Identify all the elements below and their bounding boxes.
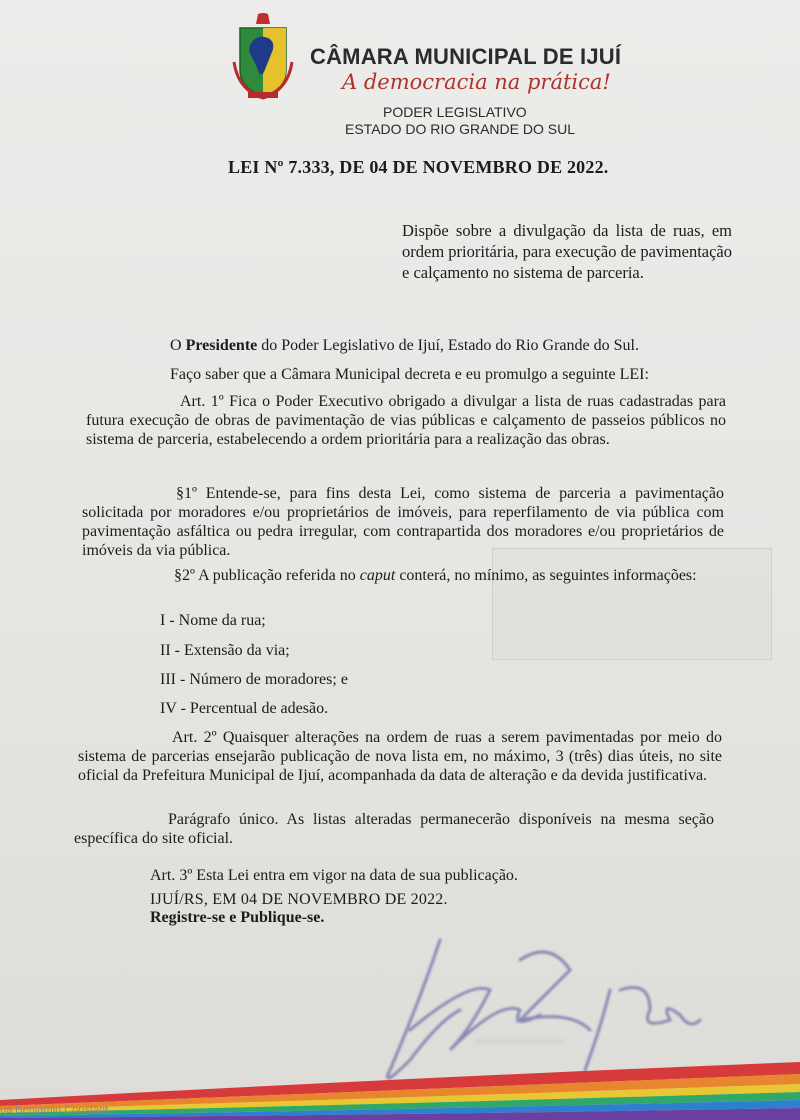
footer-address: ua Benjamin Constant (0, 1104, 109, 1116)
org-state: ESTADO DO RIO GRANDE DO SUL (345, 121, 575, 137)
paragrafo-unico: Parágrafo único. As listas alteradas permanecerão disponíveis na mesma seção específica do site oficial. (74, 811, 714, 847)
org-name: CÂMARA MUNICIPAL DE IJUÍ (310, 44, 622, 69)
org-slogan: A democracia na prática! (342, 70, 611, 94)
faco-saber: Faço saber que a Câmara Municipal decreta e eu promulgo a seguinte LEI: (170, 366, 649, 383)
paragraph-1: §1º Entende-se, para fins desta Lei, como sistema de parceria a pavimentação solicitada por moradores e/ou proprietários de imóveis, para reperfilamento de via pública com pavimentação asfáltica ou pedra irregular, com contrapartida dos moradores e/ou proprietários de imóveis da via pública. (82, 485, 724, 559)
list-item: II - Extensão da via; (160, 642, 290, 659)
bleed-through-stamp (492, 548, 772, 660)
article-1: Art. 1º Fica o Poder Executivo obrigado a divulgar a lista de ruas cadastradas para futura execução de obras de pavimentação de vias públicas e calçamento de passeios públicos no sistema de parceria, estabelecendo a ordem prioritária para a realização das obras. (86, 393, 726, 448)
list-item: III - Número de moradores; e (160, 671, 348, 688)
list-item: I - Nome da rua; (160, 612, 266, 629)
law-title: LEI Nº 7.333, DE 04 DE NOVEMBRO DE 2022. (228, 157, 609, 177)
signatory-name: ________________ (475, 1032, 564, 1043)
org-power: PODER LEGISLATIVO (383, 104, 527, 120)
paragraph-2: §2º A publicação referida no caput conterá, no mínimo, as seguintes informações: (174, 567, 697, 584)
municipal-crest-icon (228, 12, 298, 102)
closing-line: Registre-se e Publique-se. (150, 909, 325, 926)
article-3: Art. 3º Esta Lei entra em vigor na data de sua publicação. (150, 867, 518, 884)
article-2: Art. 2º Quaisquer alterações na ordem de ruas a serem pavimentadas por meio do sistema de parcerias ensejarão publicação de nova lista em, no máximo, 3 (três) dias úteis, no site oficial da Prefeitura Municipal de Ijuí, acompanhada da data de alteração e da devida justificativa. (78, 729, 722, 784)
preamble: O Presidente do Poder Legislativo de Ijuí, Estado do Rio Grande do Sul. (170, 337, 639, 354)
list-item: IV - Percentual de adesão. (160, 700, 329, 717)
law-ementa: Dispõe sobre a divulgação da lista de ruas, em ordem prioritária, para execução de pavimentação e calçamento no sistema de parceria. (402, 221, 732, 282)
footer-rainbow-bar (0, 1060, 800, 1120)
date-line: IJUÍ/RS, EM 04 DE NOVEMBRO DE 2022. (150, 891, 448, 908)
